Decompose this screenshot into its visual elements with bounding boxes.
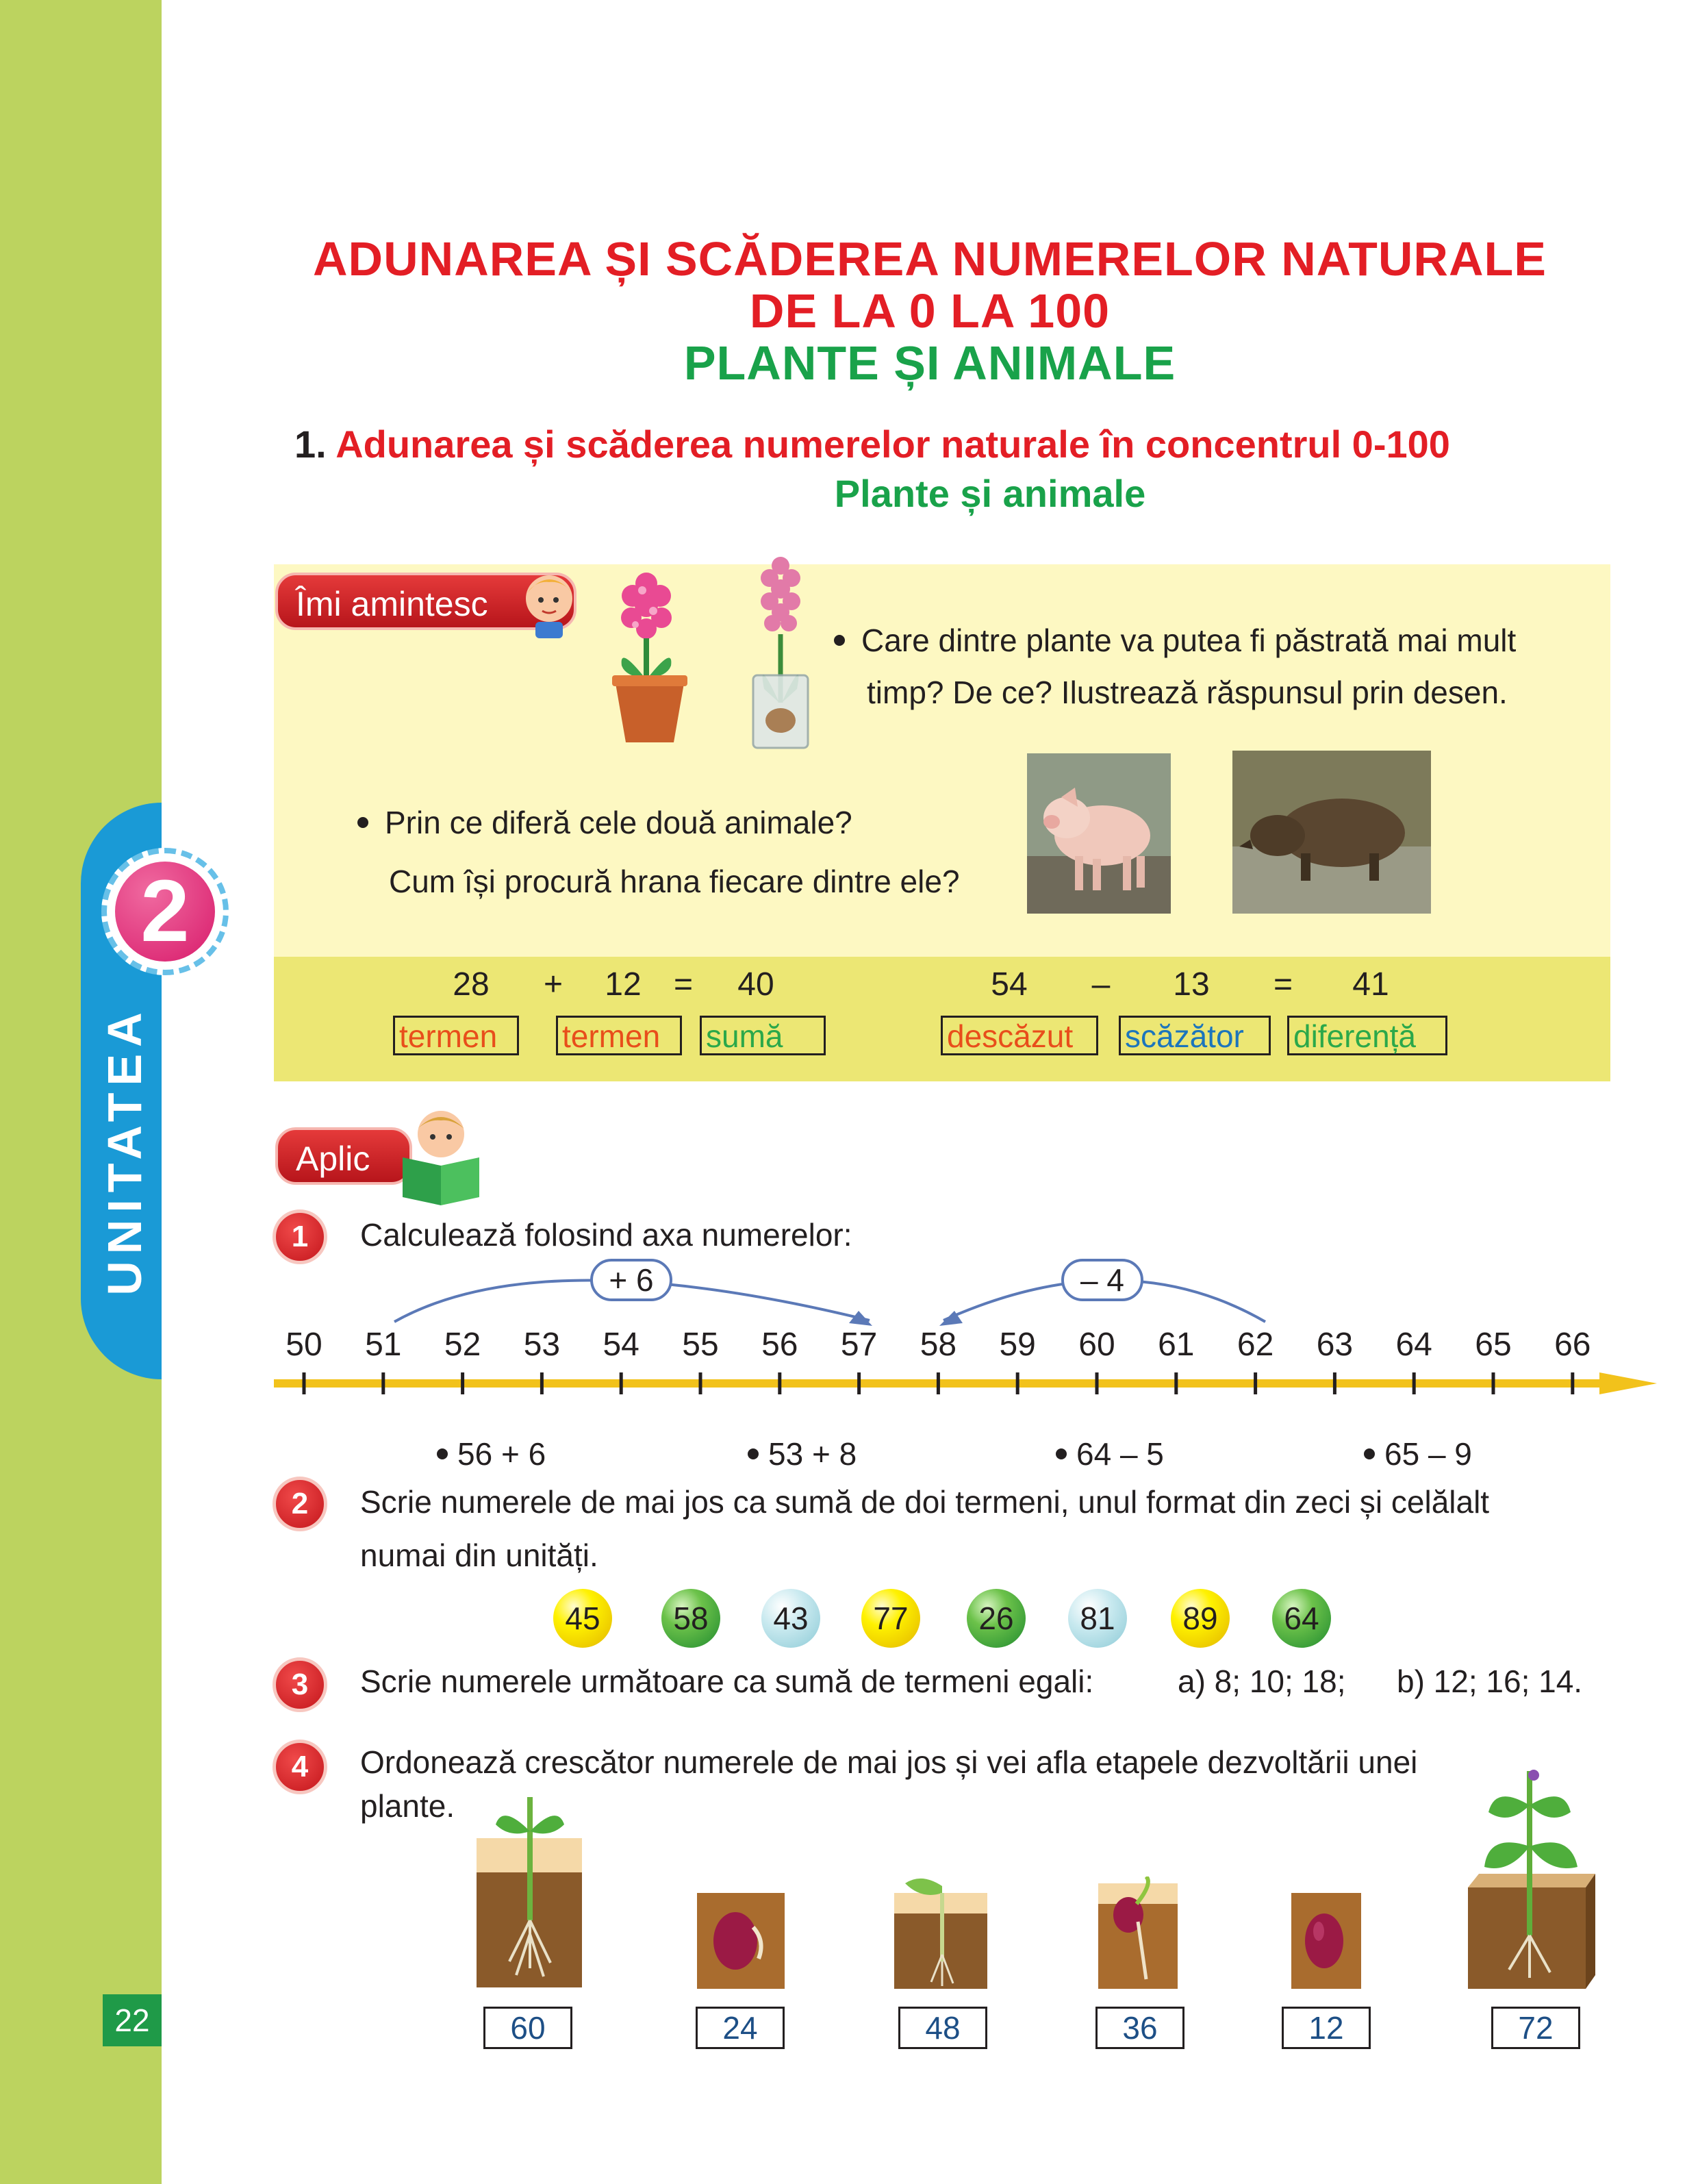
plant-stage-number-box: 72 — [1491, 2007, 1580, 2049]
number-line-tick-label: 52 — [444, 1327, 481, 1363]
exercise-4-badge: 4 — [273, 1740, 327, 1794]
wild-boar-image — [1232, 751, 1431, 914]
number-ball: 43 — [761, 1589, 820, 1648]
equals-sign-1: = — [673, 966, 694, 1003]
task-4: 65 – 9 — [1364, 1435, 1472, 1472]
label-difference: diferență — [1287, 1016, 1447, 1055]
lesson-title — [294, 422, 1450, 466]
plus-sign: + — [543, 966, 563, 1003]
chapter-title-line-3: PLANTE ȘI ANIMALE — [683, 336, 1176, 390]
number-line-tick-label: 58 — [920, 1327, 957, 1363]
label-term-1: termen — [393, 1016, 519, 1055]
plant-stage-grown-plant-image — [1468, 1764, 1595, 1989]
label-subtrahend: scăzător — [1119, 1016, 1271, 1055]
jump-minus-label: – 4 — [1061, 1259, 1143, 1301]
lesson-subtitle: Plante și animale — [834, 472, 1146, 515]
number-line-tick-label: 65 — [1475, 1327, 1512, 1363]
apply-label: Aplic — [275, 1127, 412, 1185]
thinking-girl-icon — [515, 566, 583, 641]
unit-number: 2 — [115, 862, 215, 962]
chapter-title-line-1: ADUNAREA ȘI SCĂDEREA NUMERELOR NATURALE — [313, 232, 1547, 286]
task-3: 64 – 5 — [1056, 1435, 1164, 1472]
number-ball: 26 — [967, 1589, 1026, 1648]
exercise-3-text: Scrie numerele următoare ca sumă de termeni egali: — [360, 1664, 1094, 1699]
minus-sign: – — [1091, 966, 1111, 1003]
plants-question-line-2: timp? De ce? Ilustrează răspunsul prin desen. — [867, 675, 1508, 710]
number-line-tick-label: 54 — [603, 1327, 639, 1363]
lesson-number: 1. — [294, 423, 327, 466]
label-minuend: descăzut — [941, 1016, 1098, 1055]
animals-question-line-2: Cum își procură hrana fiecare dintre ele? — [389, 864, 960, 899]
task-1: 56 + 6 — [437, 1435, 546, 1472]
number-ball: 45 — [553, 1589, 612, 1648]
minuend: 54 — [991, 966, 1028, 1003]
number-ball: 64 — [1272, 1589, 1331, 1648]
number-ball: 77 — [861, 1589, 920, 1648]
exercise-4-text-line-1: Ordonează crescător numerele de mai jos și vei afla etapele dezvoltării unei — [360, 1744, 1418, 1780]
number-line-tick-label: 62 — [1237, 1327, 1274, 1363]
unit-number-badge — [101, 848, 229, 975]
exercise-3-badge: 3 — [273, 1657, 327, 1712]
exercise-3-part-b: b) 12; 16; 14. — [1397, 1664, 1583, 1699]
remember-label: Îmi amintesc — [275, 573, 576, 630]
exercise-2-badge: 2 — [273, 1477, 327, 1531]
chapter-title-line-2: DE LA 0 LA 100 — [749, 284, 1111, 338]
addend-1: 28 — [453, 966, 490, 1003]
number-line-tick-label: 56 — [761, 1327, 798, 1363]
number-line-arrow-icon — [1599, 1372, 1657, 1394]
unit-label: UNITATEA — [98, 1005, 151, 1296]
number-ball: 58 — [661, 1589, 720, 1648]
plant-stage-number-box: 24 — [696, 2007, 785, 2049]
exercise-2-text-line-1: Scrie numerele de mai jos ca sumă de doi termeni, unul format din zeci și celălalt — [360, 1484, 1490, 1520]
number-line-tick-label: 51 — [365, 1327, 402, 1363]
lesson-title-text: Adunarea și scăderea numerelor naturale în concentrul 0-100 — [335, 423, 1450, 466]
number-line — [267, 1246, 1677, 1404]
number-line-tick-label: 64 — [1395, 1327, 1432, 1363]
plant-stage-shoot-image — [894, 1866, 987, 1989]
difference-value: 41 — [1352, 966, 1389, 1003]
exercise-4-text-line-2: plante. — [360, 1788, 455, 1824]
equals-sign-2: = — [1273, 966, 1293, 1003]
page-number: 22 — [103, 1994, 162, 2046]
bullet-icon — [834, 635, 845, 646]
exercise-3-part-a: a) 8; 10; 18; — [1178, 1664, 1346, 1699]
plant-stage-number-box: 60 — [483, 2007, 572, 2049]
addend-2: 12 — [605, 966, 642, 1003]
plants-question-line-1: Care dintre plante va putea fi păstrată mai mult — [834, 622, 1516, 659]
number-line-tick-label: 57 — [840, 1327, 878, 1363]
number-line-tick-label: 55 — [682, 1327, 719, 1363]
bullet-icon — [357, 817, 368, 828]
bullet-icon — [1364, 1448, 1375, 1459]
exercise-1-text: Calculează folosind axa numerelor: — [360, 1217, 852, 1253]
number-line-tick-label: 60 — [1078, 1327, 1115, 1363]
plant-stage-seed-sprouting-image — [697, 1893, 785, 1989]
bullet-icon — [1056, 1448, 1067, 1459]
number-line-tick-label: 50 — [286, 1327, 322, 1363]
bullet-icon — [748, 1448, 759, 1459]
hyacinth-pot-image — [605, 563, 694, 744]
bullet-icon — [437, 1448, 448, 1459]
plant-stage-seed-image — [1291, 1893, 1361, 1989]
sum-value: 40 — [737, 966, 774, 1003]
exercise-1-badge: 1 — [273, 1209, 327, 1264]
plant-stage-seedling-image — [475, 1783, 585, 1989]
jump-plus-label: + 6 — [590, 1259, 672, 1301]
plant-stage-number-box: 36 — [1095, 2007, 1184, 2049]
number-line-tick-label: 53 — [523, 1327, 561, 1363]
animals-question-line-1: Prin ce diferă cele două animale? — [357, 804, 852, 841]
number-line-tick-label: 66 — [1554, 1327, 1591, 1363]
number-line-tick-label: 61 — [1158, 1327, 1195, 1363]
plant-stage-number-box: 48 — [898, 2007, 987, 2049]
hyacinth-vase-image — [746, 552, 815, 751]
exercise-2-text-line-2: numai din unități. — [360, 1537, 598, 1573]
task-2: 53 + 8 — [748, 1435, 857, 1472]
subtrahend: 13 — [1173, 966, 1210, 1003]
plant-stage-number-box: 12 — [1282, 2007, 1371, 2049]
number-ball: 81 — [1068, 1589, 1127, 1648]
plant-stage-root-image — [1098, 1877, 1178, 1989]
number-line-tick-label: 63 — [1316, 1327, 1354, 1363]
pig-image — [1027, 753, 1171, 914]
label-sum: sumă — [700, 1016, 826, 1055]
number-ball: 89 — [1171, 1589, 1230, 1648]
reading-boy-icon — [389, 1103, 492, 1205]
label-term-2: termen — [556, 1016, 682, 1055]
number-line-tick-label: 59 — [999, 1327, 1036, 1363]
